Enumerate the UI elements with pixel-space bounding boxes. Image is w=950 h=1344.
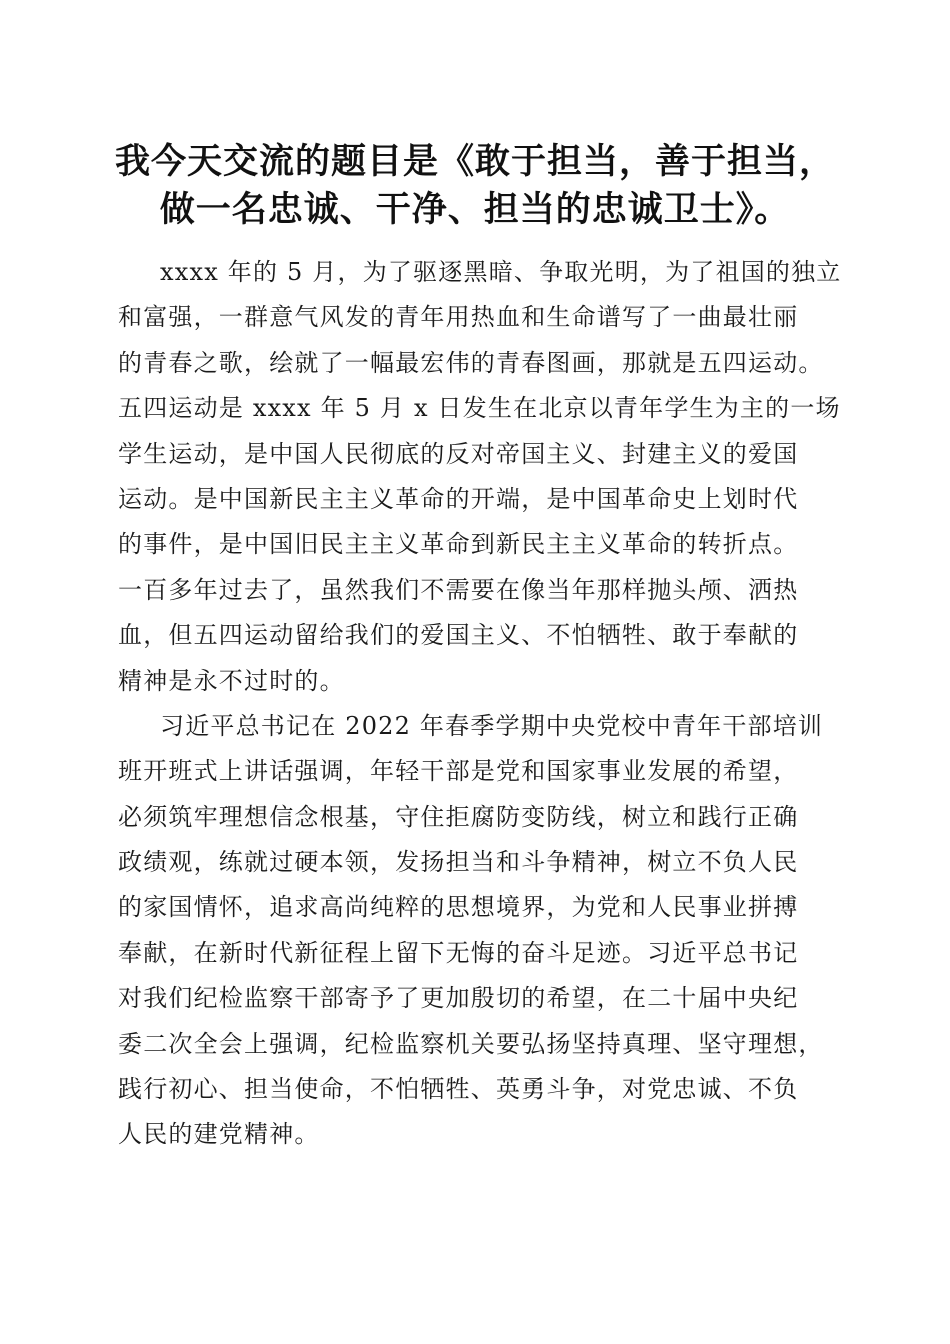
paragraph-line: xxxx 年的 5 月，为了驱逐黑暗、争取光明，为了祖国的独立 bbox=[160, 258, 842, 286]
paragraph-line: 学生运动，是中国人民彻底的反对帝国主义、封建主义的爱国 bbox=[118, 439, 799, 468]
paragraph-line: 运动。是中国新民主主义革命的开端，是中国革命史上划时代 bbox=[118, 484, 799, 513]
paragraph-line: 人民的建党精神。 bbox=[118, 1120, 320, 1149]
paragraph-2 bbox=[118, 704, 843, 1158]
paragraph-line: 习近平总书记在 2022 年春季学期中央党校中青年干部培训 bbox=[160, 711, 824, 740]
paragraph-line: 的家国情怀，追求高尚纯粹的思想境界，为党和人民事业拼搏 bbox=[118, 893, 799, 922]
paragraph-line: 践行初心、担当使命，不怕牺牲、英勇斗争，对党忠诚、不负 bbox=[118, 1075, 799, 1104]
paragraph-line: 政绩观，练就过硬本领，发扬担当和斗争精神，树立不负人民 bbox=[118, 848, 799, 877]
document-body bbox=[118, 250, 843, 1158]
paragraph-line: 五四运动是 xxxx 年 5 月 x 日发生在北京以青年学生为主的一场 bbox=[118, 394, 841, 423]
paragraph-line: 对我们纪检监察干部寄予了更加殷切的希望，在二十届中央纪 bbox=[118, 984, 799, 1013]
title-line: 做一名忠诚、干净、担当的忠诚卫士》。 bbox=[159, 189, 791, 230]
paragraph-line: 委二次全会上强调，纪检监察机关要弘扬坚持真理、坚守理想， bbox=[118, 1029, 824, 1058]
paragraph-line: 和富强，一群意气风发的青年用热血和生命谱写了一曲最壮丽 bbox=[118, 303, 799, 332]
paragraph-line: 一百多年过去了，虽然我们不需要在像当年那样抛头颅、洒热 bbox=[118, 575, 799, 604]
paragraph-line: 奉献，在新时代新征程上留下无悔的奋斗足迹。习近平总书记 bbox=[118, 938, 799, 967]
paragraph-1 bbox=[118, 250, 843, 704]
paragraph-line: 班开班式上讲话强调，年轻干部是党和国家事业发展的希望， bbox=[118, 757, 799, 786]
paragraph-line: 精神是永不过时的。 bbox=[118, 666, 345, 695]
title-line: 我今天交流的题目是《敢于担当，善于担当， bbox=[114, 141, 835, 182]
paragraph-line: 的事件，是中国旧民主主义革命到新民主主义革命的转折点。 bbox=[118, 530, 799, 559]
paragraph-line: 必须筑牢理想信念根基，守住拒腐防变防线，树立和践行正确 bbox=[118, 802, 799, 831]
paragraph-line: 的青春之歌，绘就了一幅最宏伟的青春图画，那就是五四运动。 bbox=[118, 348, 824, 377]
document-title bbox=[90, 138, 860, 234]
paragraph-line: 血，但五四运动留给我们的爱国主义、不怕牺牲、敢于奉献的 bbox=[118, 621, 799, 650]
